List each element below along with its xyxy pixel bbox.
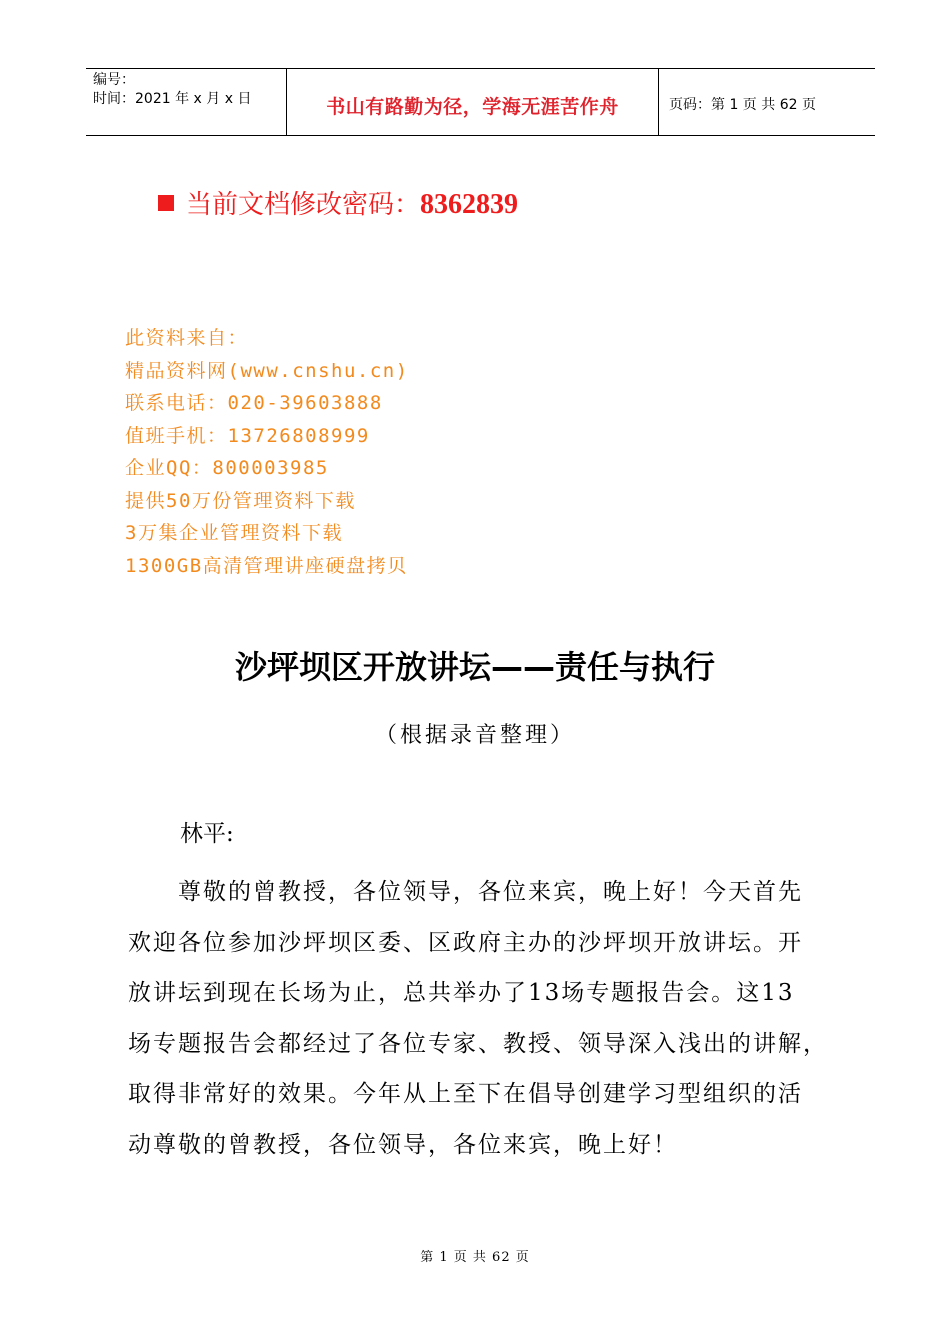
paragraph-line: 尊敬的曾教授，各位领导，各位来宾，晚上好！今天首先 [178,879,803,905]
page-footer: 第 1 页 共 62 页 [420,1250,530,1265]
password-label: 当前文档修改密码： [186,190,421,220]
document-header-table [86,68,875,136]
body-paragraph [128,867,840,1170]
header-motto-cell [286,69,659,135]
document-subtitle: （根据录音整理） [374,723,575,748]
header-number-label: 编号： [93,72,135,88]
header-meta-cell [86,69,286,135]
source-line: 此资料来自： [125,327,249,349]
source-line: 企业QQ：800003985 [125,457,329,479]
source-info-block [125,322,409,582]
paragraph-line: 场专题报告会都经过了各位专家、教授、领导深入浅出的讲解， [128,1030,828,1057]
square-bullet-icon [158,195,174,211]
source-line: 联系电话：020-39603888 [125,392,383,414]
paragraph-line: 放讲坛到现在长场为止，总共举办了13场专题报告会。这13 [128,980,795,1006]
speaker-name: 林平: [180,821,234,847]
header-page-info: 页码：第 1 页 共 62 页 [669,97,816,113]
source-line: 精品资料网(www.cnshu.cn) [125,359,409,382]
source-line: 提供50万份管理资料下载 [125,489,356,512]
header-motto: 书山有路勤为径，学海无涯苦作舟 [326,96,619,118]
password-notice [158,188,518,222]
source-line: 值班手机：13726808999 [125,424,370,447]
password-code: 8362839 [420,189,519,220]
paragraph-line: 取得非常好的效果。今年从上至下在倡导创建学习型组织的活 [128,1081,803,1107]
paragraph-line: 欢迎各位参加沙坪坝区委、区政府主办的沙坪坝开放讲坛。开 [128,929,803,956]
source-line: 3万集企业管理资料下载 [125,522,343,544]
source-line: 1300GB高清管理讲座硬盘拷贝 [125,554,408,577]
header-time-label: 时间：2021 年 x 月 x 日 [93,91,252,107]
header-page-cell [659,69,875,135]
paragraph-line: 动尊敬的曾教授，各位领导，各位来宾，晚上好！ [128,1131,678,1158]
document-title: 沙坪坝区开放讲坛——责任与执行 [234,648,715,686]
